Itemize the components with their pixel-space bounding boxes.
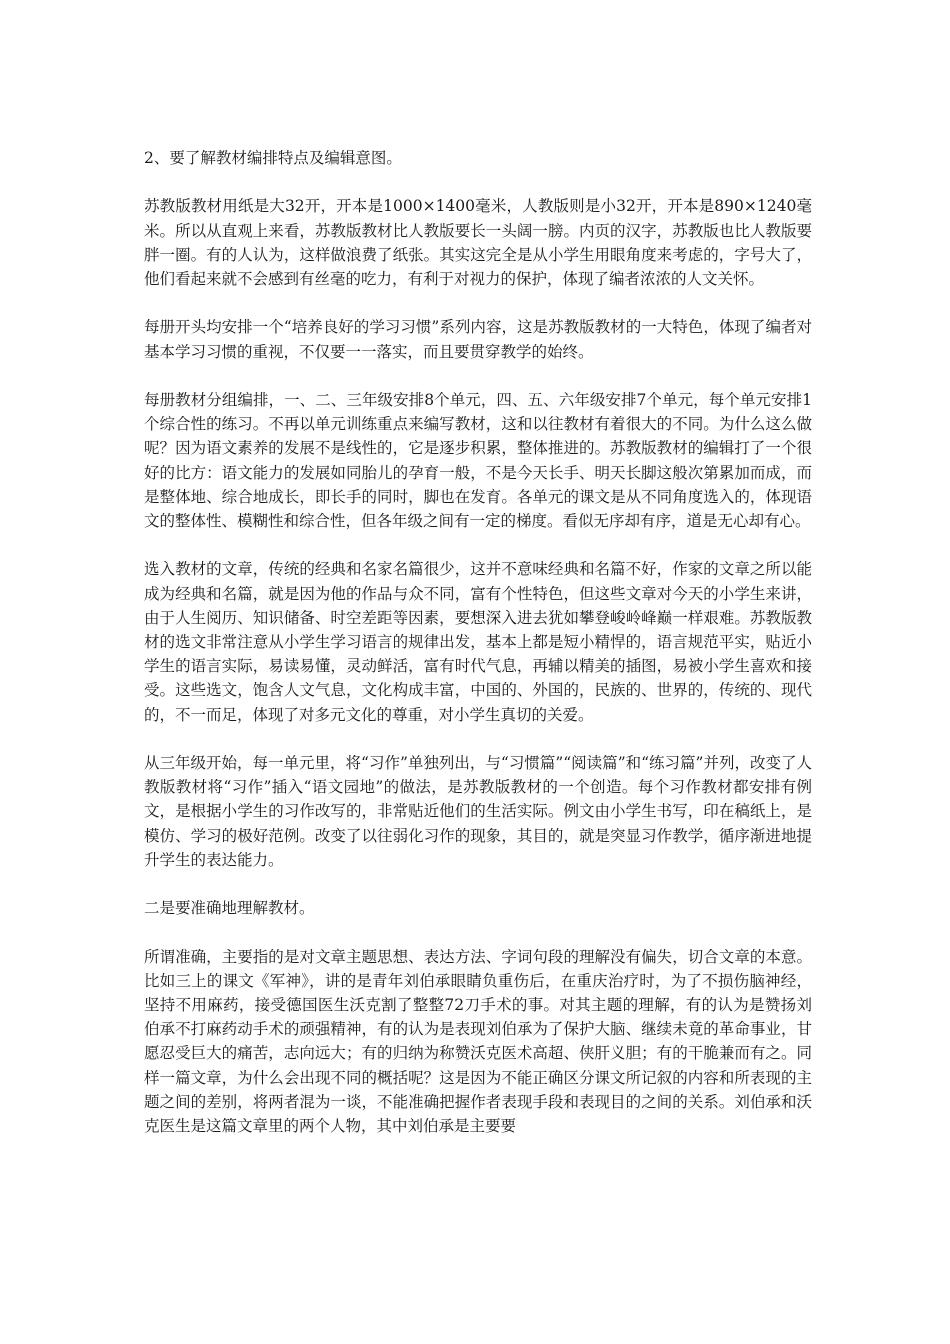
paragraph-unit-arrangement: 每册教材分组编排，一、二、三年级安排8个单元，四、五、六年级安排7个单元，每个单元安排1个综合性的练习。不再以单元训练重点来编写教材，这和以往教材有着很大的不同。为什么这么做呢？因为语文素养的发展不是线性的，它是逐步积累，整体推进的。苏教版教材的编辑打了一个很好的比方：语文能力的发展如同胎儿的孕育一般，不是今天长手、明天长脚这般次第累加而成，而是整体地、综合地成长，即长手的同时，脚也在发育。各单元的课文是从不同角度选入的，体现语文的整体性、模糊性和综合性，但各年级之间有一定的梯度。看似无序却有序，道是无心却有心。 — [144, 390, 812, 530]
paragraph-composition: 从三年级开始，每一单元里，将“习作”单独列出，与“习惯篇”“阅读篇”和“练习篇”并列，改变了人教版教材将“习作”插入“语文园地”的做法，是苏教版教材的一个创造。每个习作教材都安排有例文，是根据小学生的习作改写的，非常贴近他们的生活实际。例文由小学生书写，印在稿纸上，是模仿、学习的极好范例。改变了以往弱化习作的现象，其目的，就是突显习作教学，循序渐进地提升学生的表达能力。 — [144, 754, 812, 869]
paragraph-paper-size: 苏教版教材用纸是大32开，开本是1000×1400毫米，人教版则是小32开，开本是890×1240毫米。所以从直观上来看，苏教版教材比人教版要长一头阔一膀。内页的汉字，苏教版也比人教版要胖一圈。有的人认为，这样做浪费了纸张。其实这完全是从小学生用眼角度来考虑的，字号大了，他们看起来就不会感到有丝毫的吃力，有利于对视力的保护，体现了编者浓浓的人文关怀。 — [144, 197, 812, 288]
paragraph-accuracy: 所谓准确，主要指的是对文章主题思想、表达方法、字词句段的理解没有偏失，切合文章的本意。比如三上的课文《军神》，讲的是青年刘伯承眼睛负重伤后，在重庆治疗时，为了不损伤脑神经，坚持不用麻药，接受德国医生沃克割了整整72刀手术的事。对其主题的理解，有的认为是赞扬刘伯承不打麻药动手术的顽强精神，有的认为是表现刘伯承为了保护大脑、继续未竟的革命事业，甘愿忍受巨大的痛苦，志向远大；有的归纳为称赞沃克医术高超、侠肝义胆；有的干脆兼而有之。同样一篇文章，为什么会出现不同的概括呢？这是因为不能正确区分课文所记叙的内容和所表现的主题之间的差别，将两者混为一谈，不能准确把握作者表现手段和表现目的之间的关系。刘伯承和沃克医生是这篇文章里的两个人物，其中刘伯承是主要要 — [144, 947, 812, 1136]
paragraph-study-habits: 每册开头均安排一个“培养良好的学习习惯”系列内容，这是苏教版教材的一大特色，体现了编者对基本学习习惯的重视，不仅要一一落实，而且要贯穿教学的始终。 — [144, 318, 812, 361]
section-heading-2: 2、要了解教材编排特点及编辑意图。 — [144, 149, 402, 167]
paragraph-text-selection: 选入教材的文章，传统的经典和名家名篇很少，这并不意味经典和名篇不好，作家的文章之所以能成为经典和名篇，就是因为他的作品与众不同，富有个性特色，但这些文章对今天的小学生来讲，由于人生阅历、知识储备、时空差距等因素，要想深入进去犹如攀登峻岭峰巅一样艰难。苏教版教材的选文非常注意从小学生学习语言的规律出发，基本上都是短小精悍的，语言规范平实，贴近小学生的语言实际，易读易懂，灵动鲜活，富有时代气息，再辅以精美的插图，易被小学生喜欢和接受。这些选文，饱含人文气息，文化构成丰富，中国的、外国的，民族的、世界的，传统的、现代的，不一而足，体现了对多元文化的尊重，对小学生真切的关爱。 — [144, 560, 812, 724]
section-heading-understand: 二是要准确地理解教材。 — [144, 899, 315, 918]
document-body — [144, 146, 812, 1162]
